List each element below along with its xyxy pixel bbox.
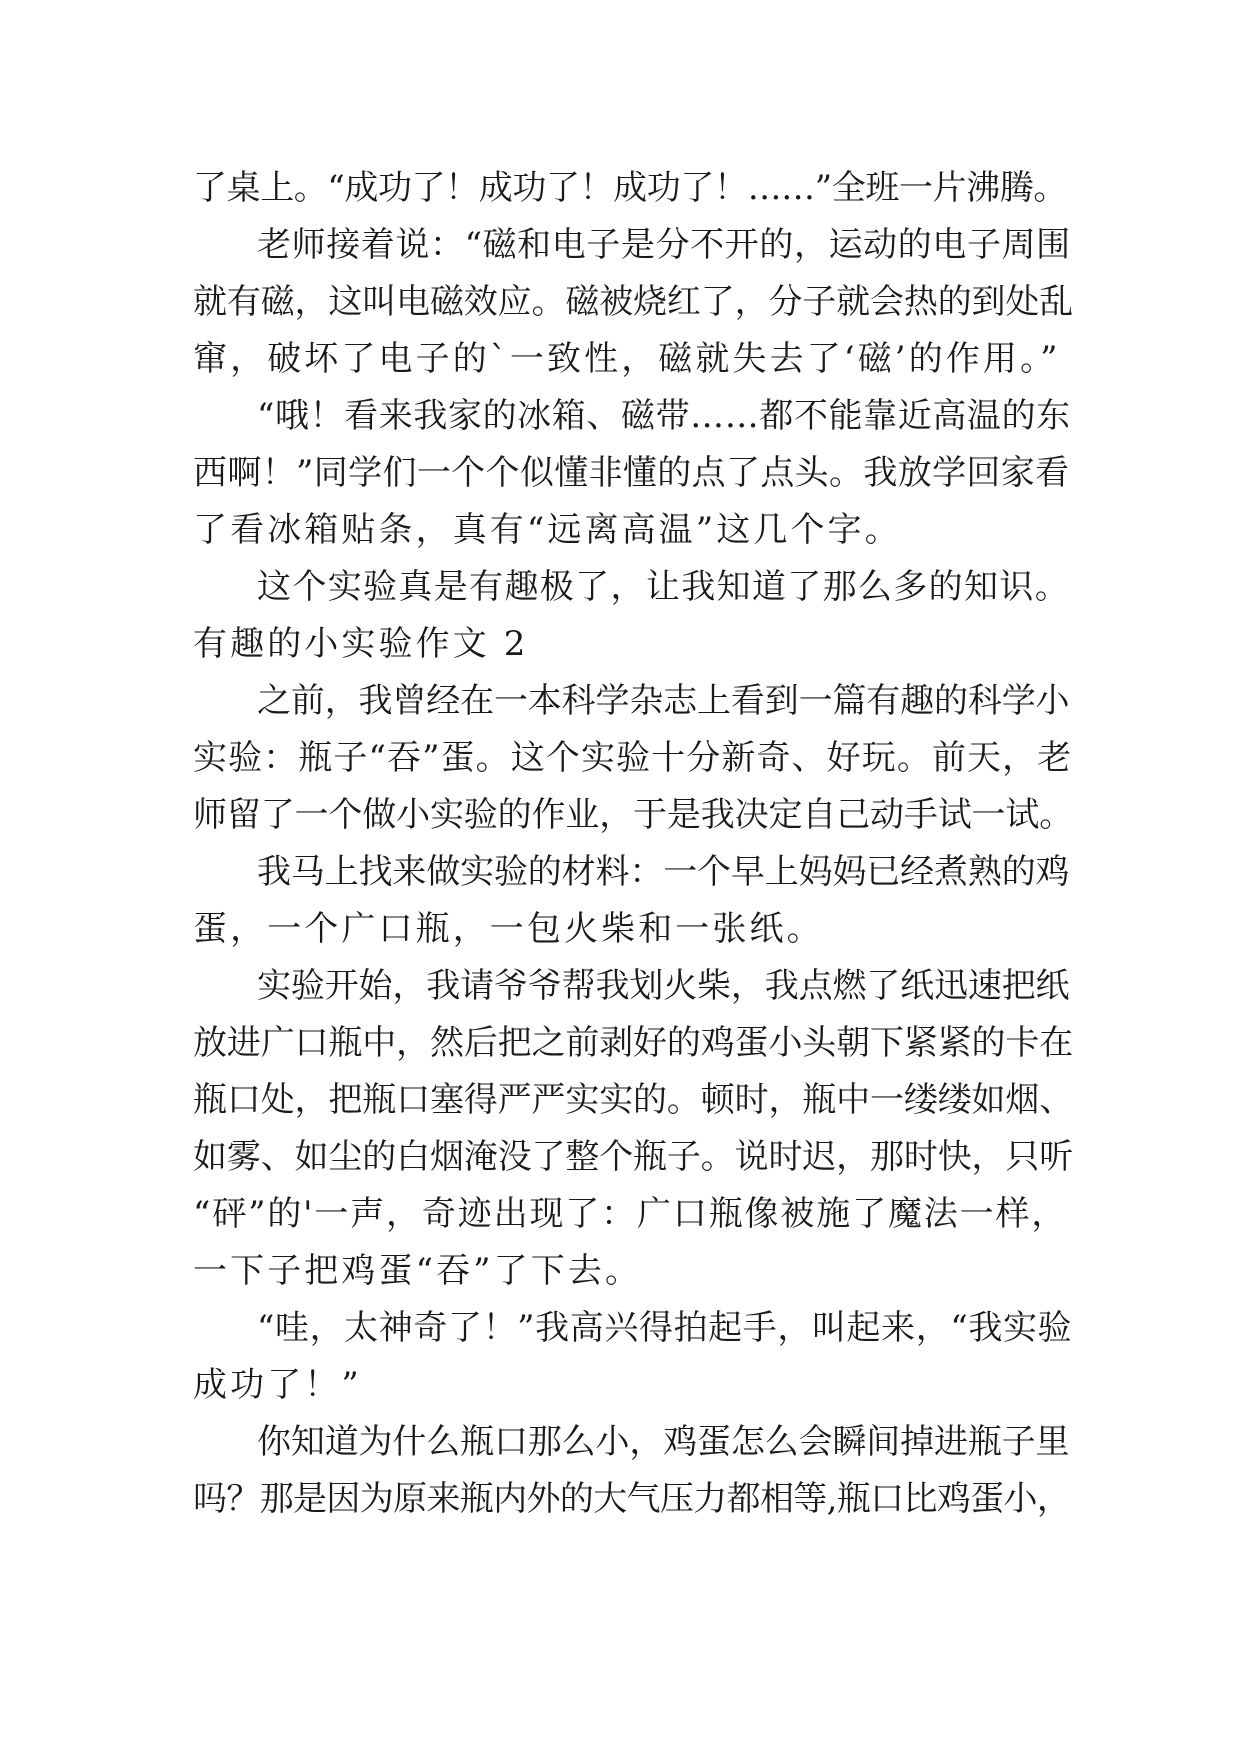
text-line: 一下子把鸡蛋“吞”了下去。 [193, 1251, 643, 1291]
text-line: 瓶口处，把瓶口塞得严严实实的。顿时，瓶中一缕缕如烟、 [193, 1080, 1074, 1120]
text-line: 成功了！” [193, 1365, 362, 1405]
text-line: 了看冰箱贴条，真有“远离高温”这几个字。 [193, 510, 902, 550]
text-line: 如雾、如尘的白烟淹没了整个瓶子。说时迟，那时快，只听 [193, 1137, 1074, 1177]
text-line: 师留了一个做小实验的作业，于是我决定自己动手试一试。 [193, 795, 1074, 835]
paragraph-start-line: “哦！看来我家的冰箱、磁带……都不能靠近高温的东 [257, 396, 1071, 436]
text-line: 西啊！”同学们一个个似懂非懂的点了点头。我放学回家看 [193, 453, 1070, 493]
text-line: 窜，破坏了电子的`一致性，磁就失去了‘磁’的作用。” [193, 339, 1061, 379]
paragraph-start-line: 你知道为什么瓶口那么小，鸡蛋怎么会瞬间掉进瓶子里 [257, 1422, 1070, 1462]
text-line: 了桌上。“成功了！成功了！成功了！……”全班一片沸腾。 [193, 168, 1067, 208]
paragraph-start-line: “哇，太神奇了！”我高兴得拍起手，叫起来，“我实验 [257, 1308, 1073, 1348]
paragraph-start-line: 之前，我曾经在一本科学杂志上看到一篇有趣的科学小 [257, 681, 1070, 721]
paragraph-start-line: 这个实验真是有趣极了，让我知道了那么多的知识。 [257, 567, 1071, 607]
paragraph-start-line: 老师接着说：“磁和电子是分不开的，运动的电子周围 [257, 225, 1071, 265]
text-line: 就有磁，这叫电磁效应。磁被烧红了，分子就会热的到处乱 [193, 282, 1074, 322]
text-line: 放进广口瓶中，然后把之前剥好的鸡蛋小头朝下紧紧的卡在 [193, 1023, 1074, 1063]
section-heading: 有趣的小实验作文 2 [193, 624, 529, 664]
text-line: “砰”的'一声，奇迹出现了：广口瓶像被施了魔法一样， [193, 1194, 1068, 1234]
text-line: 实验：瓶子“吞”蛋。这个实验十分新奇、好玩。前天，老 [193, 738, 1073, 778]
paragraph-start-line: 我马上找来做实验的材料：一个早上妈妈已经煮熟的鸡 [257, 852, 1070, 892]
text-line: 蛋，一个广口瓶，一包火柴和一张纸。 [193, 909, 824, 949]
text-line: 吗？那是因为原来瓶内外的大气压力都相等,瓶口比鸡蛋小， [193, 1479, 1071, 1519]
paragraph-start-line: 实验开始，我请爷爷帮我划火柴，我点燃了纸迅速把纸 [257, 966, 1070, 1006]
